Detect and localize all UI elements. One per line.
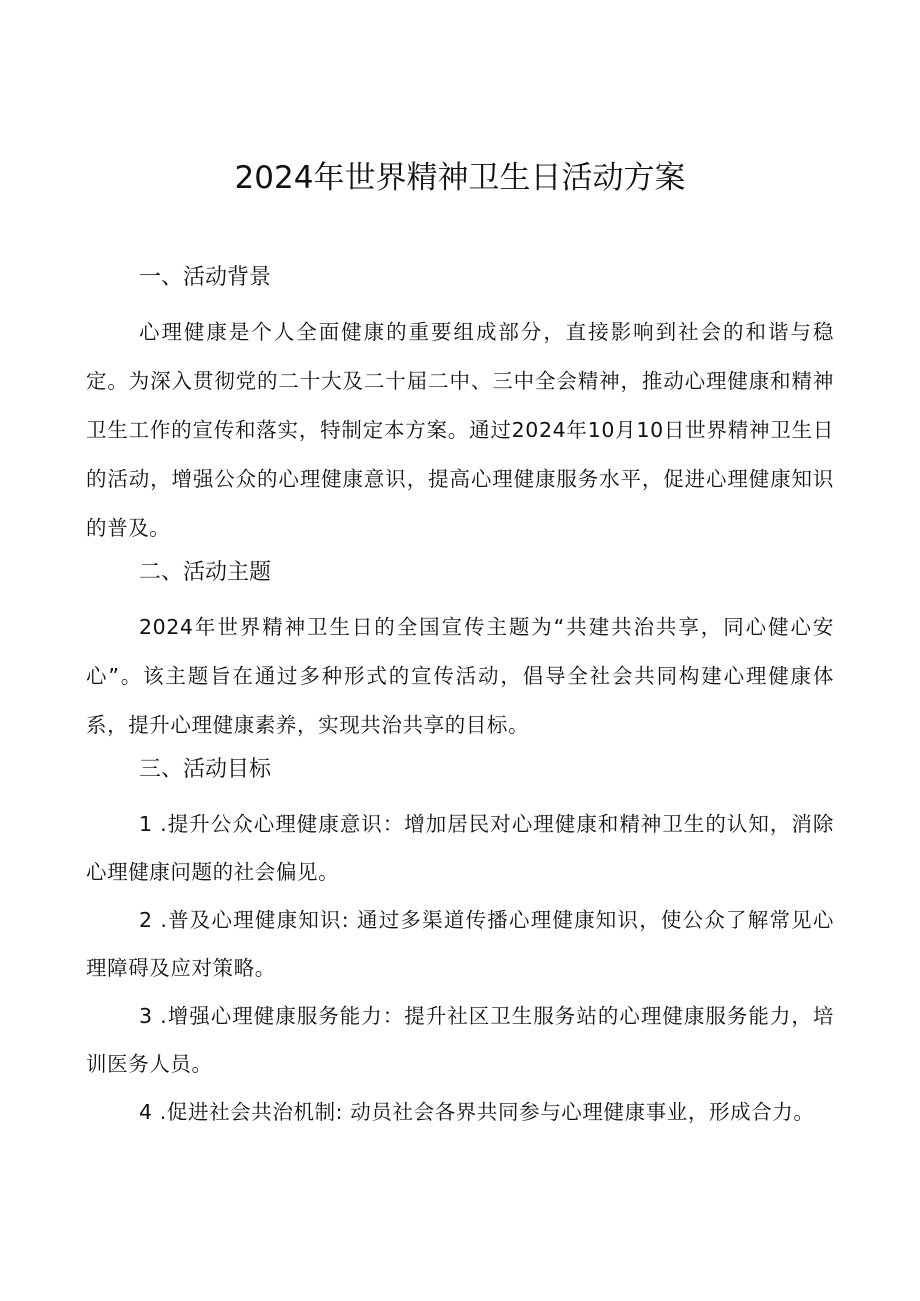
goal-item: 1 .提升公众心理健康意识：增加居民对心理健康和精神卫生的认知，消除心理健康问题的社会偏见。 [86,812,834,884]
section-background [86,258,834,553]
document-title: 2024年世界精神卫生日活动方案 [234,160,686,196]
section-goals [86,750,834,1136]
section-heading: 二、活动主题 [139,560,272,585]
paragraph: 心理健康是个人全面健康的重要组成部分，直接影响到社会的和谐与稳定。为深入贯彻党的二十大及二十届二中、三中全会精神，推动心理健康和精神卫生工作的宣传和落实，特制定本方案。通过2024年10月10日世界精神卫生日的活动，增强公众的心理健康意识，提高心理健康服务水平，促进心理健康知识的普及。 [86,320,834,540]
paragraph: 2024年世界精神卫生日的全国宣传主题为“共建共治共享，同心健心安心”。该主题旨在通过多种形式的宣传活动，倡导全社会共同构建心理健康体系，提升心理健康素养，实现共治共享的目标。 [86,615,834,737]
section-theme [86,553,834,750]
goal-item: 4 .促进社会共治机制: 动员社会各界共同参与心理健康事业，形成合力。 [139,1100,815,1124]
document-body [86,258,834,1136]
goal-item: 2 .普及心理健康知识: 通过多渠道传播心理健康知识，使公众了解常见心理障碍及应对策略。 [86,908,834,980]
goal-item: 3 .增强心理健康服务能力：提升社区卫生服务站的心理健康服务能力，培训医务人员。 [86,1004,834,1076]
section-heading: 一、活动背景 [139,265,272,290]
section-heading: 三、活动目标 [139,757,272,782]
